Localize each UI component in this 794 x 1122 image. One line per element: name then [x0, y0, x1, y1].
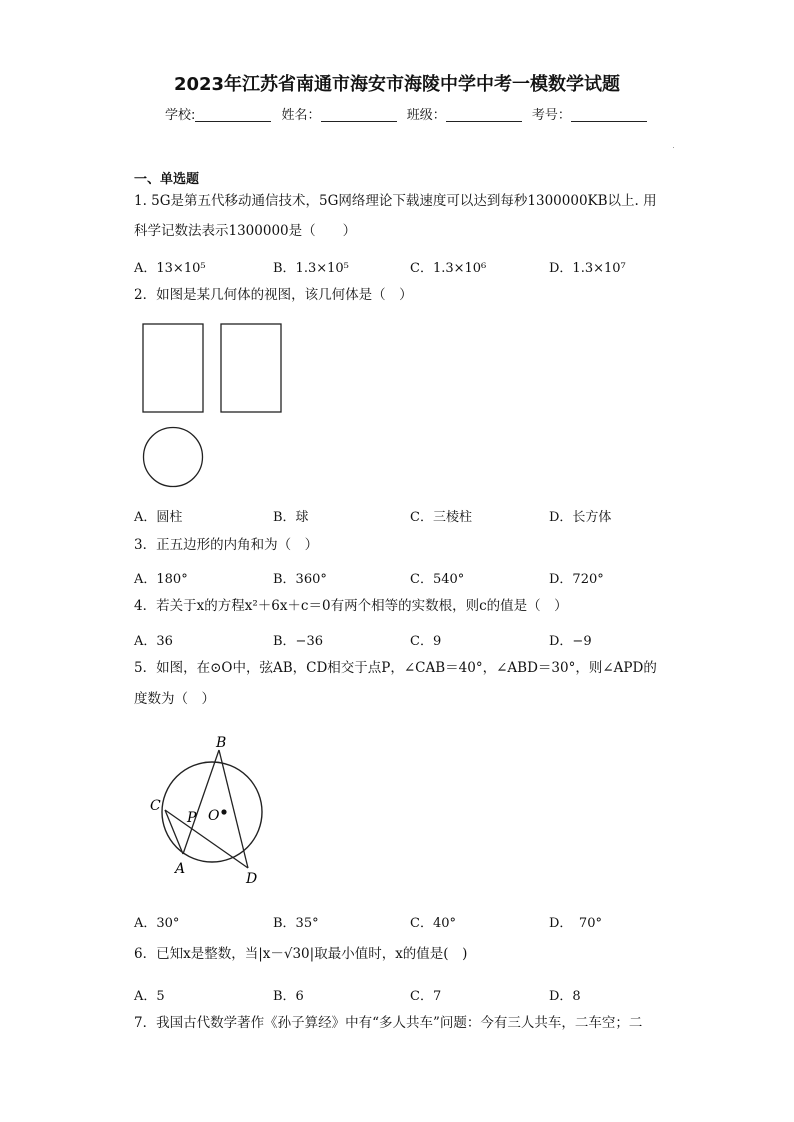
- option-a: A．36: [134, 634, 173, 649]
- name-label: 姓名：: [281, 108, 321, 123]
- label-p: P: [187, 810, 197, 826]
- option-a: A．30°: [134, 916, 180, 931]
- option-c: C．540°: [410, 572, 465, 587]
- question-1-options: [134, 257, 674, 277]
- center-point: [221, 809, 226, 814]
- label-c: C: [150, 798, 161, 814]
- option-b: B．6: [273, 989, 304, 1004]
- question-6-options: [134, 985, 674, 1005]
- class-label: 班级：: [406, 108, 446, 123]
- circle-chords-figure: [140, 728, 280, 890]
- option-d: D． 70°: [549, 916, 602, 931]
- option-d: D．720°: [549, 572, 604, 587]
- option-c: C．9: [410, 634, 442, 649]
- label-d: D: [246, 871, 258, 887]
- front-view-rectangle: [143, 324, 203, 412]
- question-7: 7．我国古代数学著作《孙子算经》中有“多人共车”问题：今有三人共车，二车空；二: [134, 1015, 643, 1031]
- question-4-options: [134, 630, 674, 650]
- question-3-options: [134, 568, 674, 588]
- question-1-line-2: 科学记数法表示1300000是（ ）: [134, 223, 357, 239]
- label-a: A: [175, 861, 186, 877]
- option-a: A．5: [134, 989, 165, 1004]
- section-heading: 一、单选题: [134, 172, 200, 187]
- school-label: 学校:: [165, 108, 196, 123]
- option-d: D．1.3×10⁷: [549, 261, 626, 276]
- label-o: O: [208, 808, 220, 824]
- three-view-figure: [138, 318, 298, 493]
- option-c: C．40°: [410, 916, 456, 931]
- question-4: 4．若关于x的方程x²＋6x＋c＝0有两个相等的实数根，则c的值是（ ）: [134, 598, 568, 614]
- option-d: D．−9: [549, 634, 592, 649]
- option-b: B．360°: [273, 572, 327, 587]
- option-c: C．7: [410, 989, 442, 1004]
- option-b: B．35°: [273, 916, 319, 931]
- option-c: C．1.3×10⁶: [410, 261, 487, 276]
- option-b: B．球: [273, 510, 309, 525]
- question-3: 3．正五边形的内角和为（ ）: [134, 537, 319, 553]
- option-b: B．−36: [273, 634, 323, 649]
- chord-ab: [183, 750, 219, 854]
- school-blank: [195, 107, 271, 122]
- top-view-circle: [144, 428, 203, 487]
- option-a: A．13×10⁵: [134, 261, 206, 276]
- class-blank: [446, 107, 522, 122]
- exam-title: 2023年江苏省南通市海安市海陵中学中考一模数学试题: [173, 74, 621, 95]
- question-1-line-1: 1. 5G是第五代移动通信技术，5G网络理论下载速度可以达到每秒1300000KB以上. 用: [134, 193, 657, 209]
- number-label: 考号：: [531, 108, 571, 123]
- option-a: A．180°: [134, 572, 188, 587]
- question-5-line-1: 5．如图，在⊙O中，弦AB，CD相交于点P，∠CAB＝40°，∠ABD＝30°，则∠APD的: [134, 660, 657, 676]
- option-a: A．圆柱: [134, 510, 183, 525]
- name-blank: [321, 107, 397, 122]
- option-d: D．8: [549, 989, 581, 1004]
- side-view-rectangle: [221, 324, 281, 412]
- option-b: B．1.3×10⁵: [273, 261, 349, 276]
- question-5-line-2: 度数为（ ）: [134, 691, 215, 707]
- stray-dot: [673, 147, 674, 148]
- option-c: C．三棱柱: [410, 510, 472, 525]
- question-2: 2．如图是某几何体的视图，该几何体是（ ）: [134, 287, 413, 303]
- student-info-line: [165, 104, 653, 123]
- number-blank: [571, 107, 647, 122]
- question-5-options: [134, 912, 674, 932]
- question-2-options: [134, 506, 674, 526]
- label-b: B: [216, 735, 227, 751]
- option-d: D．长方体: [549, 510, 612, 525]
- question-6: 6．已知x是整数，当|x－√30|取最小值时，x的值是( ): [134, 946, 468, 962]
